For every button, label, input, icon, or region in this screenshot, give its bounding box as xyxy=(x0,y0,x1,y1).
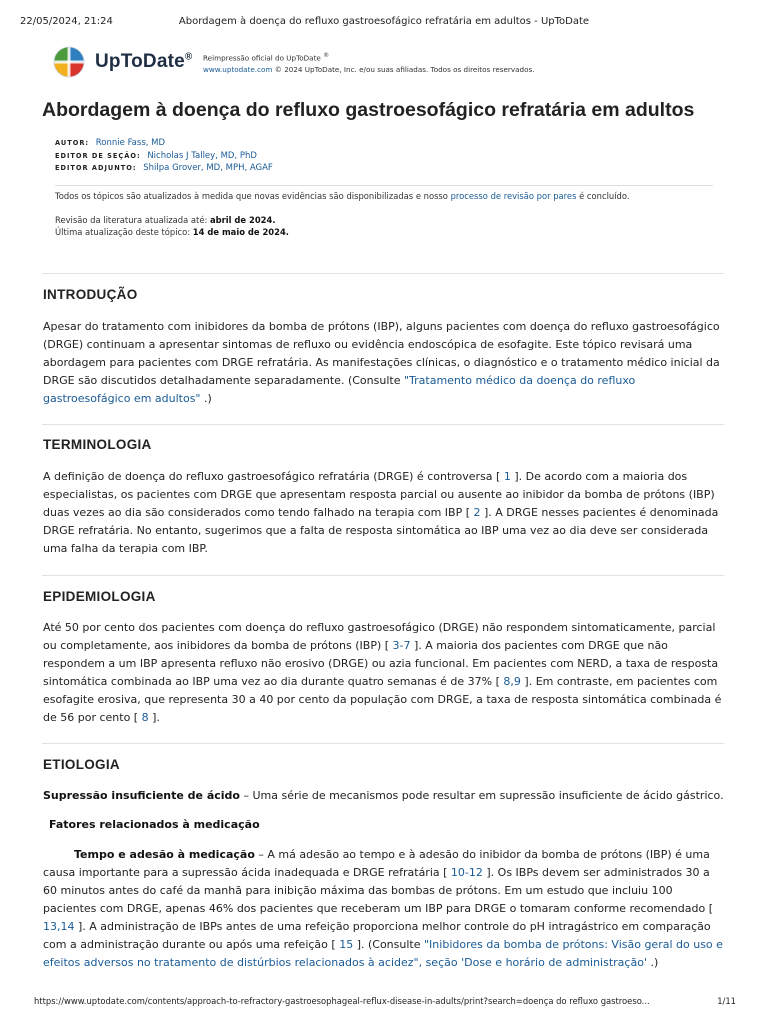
reference-link[interactable]: 8,9 xyxy=(503,675,521,688)
etiology-acid-suppression-paragraph: Supressão insuficiente de ácido – Uma série de mecanismos pode resultar em supressão insuficiente de ácido gástrico. xyxy=(43,789,724,802)
section-divider xyxy=(42,575,724,576)
uptodate-brand[interactable] xyxy=(53,44,193,80)
terminology-paragraph: A definição de doença do refluxo gastroesofágico refratária (DRGE) é controversa [ 1 ]. De acordo com a maioria dos especialistas, os pacientes com DRGE que apresentam resposta parcial ou ausente ao inibidor da bomba de prótons (IBP) duas vezes ao dia são considerados como tendo falhado na terapia com IBP [ 2 ]. A DRGE nesses pacientes é denominada DRGE refratária. No entanto, sugerimos que a falta de resposta sintomática ao IBP uma vez ao dia deve ser considerada uma falha da terapia com IBP. xyxy=(43,470,719,555)
intro-topic-link[interactable]: "Tratamento médico da doença do refluxo gastroesofágico em adultos" xyxy=(43,374,636,405)
ppi-topic-link[interactable]: "Inibidores da bomba de prótons: Visão geral do uso e efeitos adversos no tratamento de distúrbios relacionados à acidez", seção 'Dose e horário de administração' xyxy=(43,938,723,969)
author-link[interactable]: Ronnie Fass, MD xyxy=(95,138,166,148)
review-dates: Revisão da literatura atualizada até: abril de 2024. Última atualização deste tópico: 14 de maio de 2024. xyxy=(55,215,289,237)
topic-contributors xyxy=(55,137,273,175)
print-page-title: Abordagem à doença do refluxo gastroesofágico refratária em adultos - UpToDate xyxy=(178,16,590,27)
uptodate-site-link[interactable]: www.uptodate.com xyxy=(203,65,273,75)
peer-review-notice: Todos os tópicos são atualizados à medida que novas evidências são disponibilizadas e nosso processo de revisão por pares é concluído. xyxy=(55,191,630,201)
meta-divider xyxy=(55,185,713,186)
section-editor-label: EDITOR DE SEÇÃO: xyxy=(55,151,141,160)
author-label: AUTOR: xyxy=(55,139,90,147)
page-counter: 1/11 xyxy=(717,996,736,1006)
reference-link[interactable]: 2 xyxy=(473,506,481,519)
uptodate-globe-logo-icon xyxy=(53,46,85,78)
reprint-notice: Reimpressão oficial do UpToDate ® www.uptodate.com © 2024 UpToDate, Inc. e/ou suas afiliadas. Todos os direitos reservados. xyxy=(203,52,535,75)
section-divider xyxy=(42,273,724,274)
deputy-editor-label: EDITOR ADJUNTO: xyxy=(55,164,137,172)
section-heading-epidemiologia: EPIDEMIOLOGIA xyxy=(43,589,156,604)
reference-link[interactable]: 3-7 xyxy=(392,639,411,652)
reference-link[interactable]: 15 xyxy=(339,938,354,951)
literature-review-date: abril de 2024. xyxy=(209,215,276,225)
print-url: https://www.uptodate.com/contents/approach-to-refractory-gastroesophageal-reflux-disease-in-adults/print?search=doença do refluxo gastroeso... xyxy=(34,996,650,1006)
print-header xyxy=(0,16,768,30)
reference-link[interactable]: 8 xyxy=(141,711,149,724)
topic-title: Abordagem à doença do refluxo gastroesofágico refratária em adultos xyxy=(42,99,695,121)
section-divider xyxy=(42,743,724,744)
brand-name: UpToDate® xyxy=(95,51,193,72)
section-heading-introducao: INTRODUÇÃO xyxy=(43,287,138,302)
peer-review-link[interactable]: processo de revisão por pares xyxy=(450,191,577,201)
medication-factors-subheading: Fatores relacionados à medicação xyxy=(49,818,260,831)
reference-link[interactable]: 13,14 xyxy=(43,920,75,933)
reference-link[interactable]: 1 xyxy=(503,470,511,483)
last-update-date: 14 de maio de 2024. xyxy=(192,227,289,237)
intro-paragraph: Apesar do tratamento com inibidores da bomba de prótons (IBP), alguns pacientes com doença do refluxo gastroesofágico (DRGE) continuam a apresentar sintomas de refluxo ou evidência endoscópica de esofagite. Este tópico revisará uma abordagem para pacientes com DRGE refratária. As manifestações clínicas, o diagnóstico e o tratamento médico inicial da DRGE são discutidos detalhadamente separadamente. (Consulte "Tratamento médico da doença do refluxo gastroesofágico em adultos" .) xyxy=(43,320,720,405)
print-datetime: 22/05/2024, 21:24 xyxy=(20,16,113,27)
section-divider xyxy=(42,424,724,425)
medication-timing-paragraph: Tempo e adesão à medicação – A má adesão ao tempo e à adesão do inibidor da bomba de prótons (IBP) é uma causa importante para a supressão ácida inadequada e DRGE refratária [ 10-12 ]. Os IBPs devem ser administrados 30 a 60 minutos antes do café da manhã para inibição máxima das bombas de prótons. Em um estudo que incluiu 100 pacientes com DRGE, apenas 46% dos pacientes que receberam um IBP para DRGE o tomaram conforme recomendado [ 13,14 ]. A administração de IBPs antes de uma refeição proporciona melhor controle do pH intragástrico em comparação com a administração durante ou após uma refeição [ 15 ]. (Consulte "Inibidores da bomba de prótons: Visão geral do uso e efeitos adversos no tratamento de distúrbios relacionados à acidez", seção 'Dose e horário de administração' .) xyxy=(43,848,723,969)
section-heading-terminologia: TERMINOLOGIA xyxy=(43,437,152,452)
deputy-editor-link[interactable]: Shilpa Grover, MD, MPH, AGAF xyxy=(143,163,273,173)
print-footer xyxy=(0,996,768,1010)
reference-link[interactable]: 10-12 xyxy=(450,866,483,879)
section-editor-link[interactable]: Nicholas J Talley, MD, PhD xyxy=(147,150,257,161)
section-heading-etiologia: ETIOLOGIA xyxy=(43,757,120,772)
epidemiology-paragraph: Até 50 por cento dos pacientes com doença do refluxo gastroesofágico (DRGE) não respondem sintomaticamente, parcial ou completamente, aos inibidores da bomba de prótons (IBP) [ 3-7 ]. A maioria dos pacientes com DRGE que não respondem a um IBP apresenta refluxo não erosivo (DRGE) ou azia funcional. Em pacientes com NERD, a taxa de resposta sintomática combinada ao IBP uma vez ao dia durante quatro semanas é de 37% [ 8,9 ]. Em contraste, em pacientes com esofagite erosiva, que representa 30 a 40 por cento da população com DRGE, a taxa de resposta sintomática combinada é de 56 por cento [ 8 ]. xyxy=(43,621,722,724)
